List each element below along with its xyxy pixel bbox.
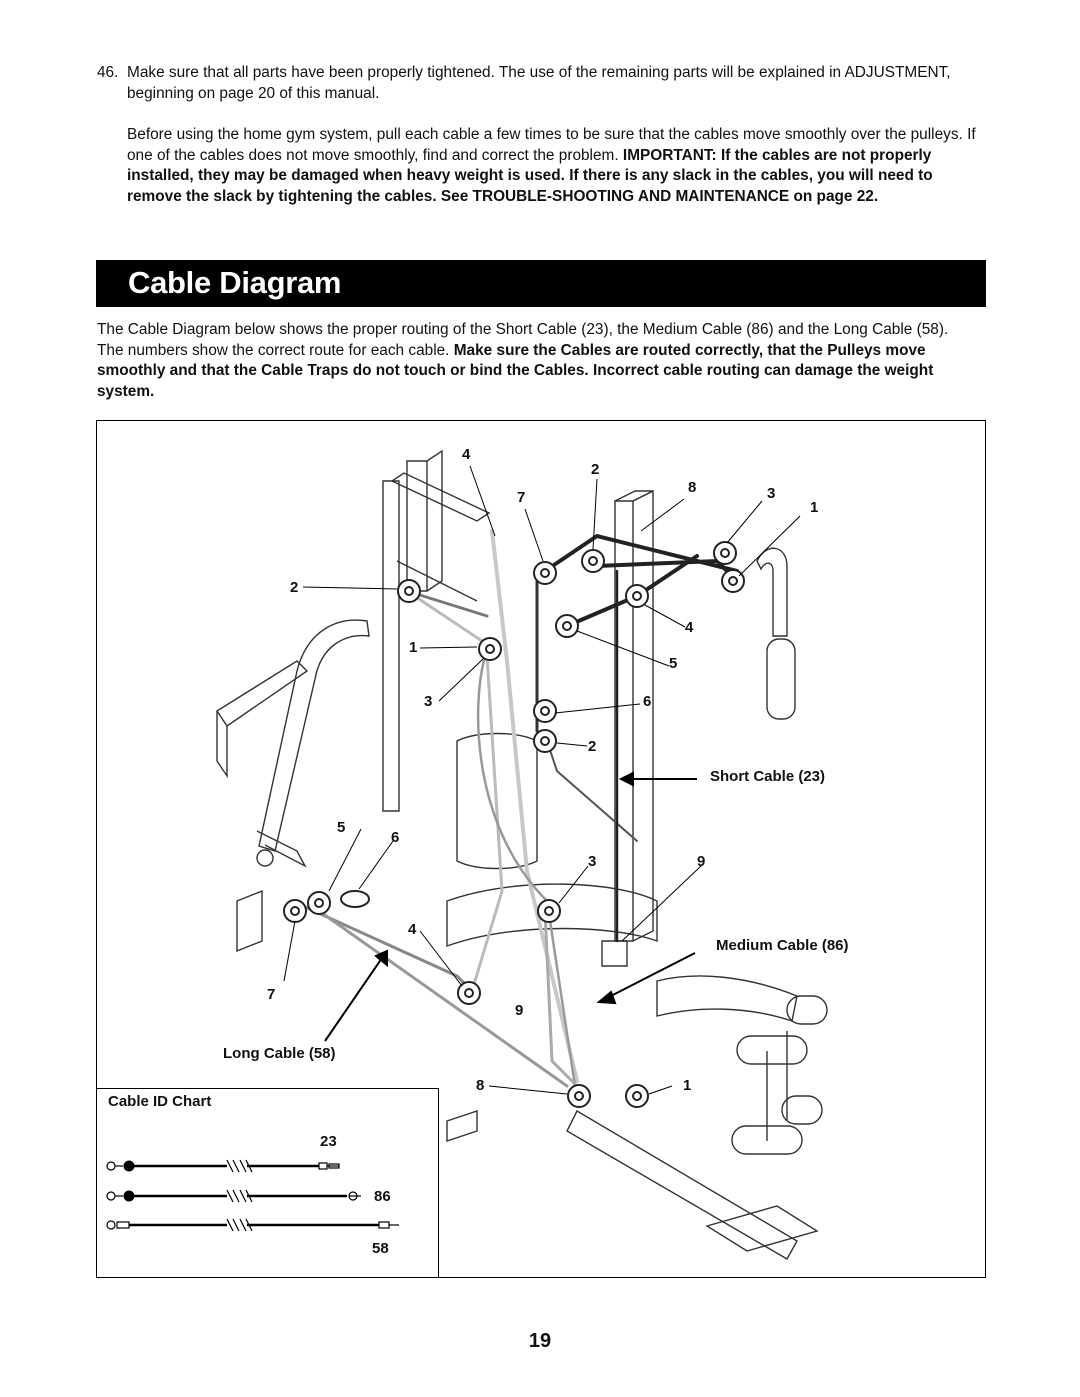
callout-6-right: 6 [643,693,652,710]
step-number: 46. [97,64,119,81]
medium-cable-arrow [607,953,695,998]
section-title: Cable Diagram [128,265,342,300]
press-arm [259,620,369,851]
long-cable-label: Long Cable (58) [223,1045,336,1062]
section-banner [96,260,986,307]
callout-4: 4 [462,446,471,463]
callout-9-short: 9 [697,853,706,870]
cable-check-paragraph [127,125,977,207]
rear-upright-left [383,481,399,811]
callout-2-right: 2 [588,738,597,755]
medium-cable-label: Medium Cable (86) [716,937,849,954]
leg-roller-top [737,1036,807,1064]
callout-1: 1 [810,499,819,516]
cable-86-sample [107,1190,361,1202]
cable-23-sample [107,1160,339,1172]
callout-3: 3 [767,485,776,502]
butterfly-arm [757,548,787,636]
callout-7-left: 7 [267,986,276,1003]
page-number: 19 [528,1330,552,1352]
callout-1-left: 1 [409,639,418,656]
callout-3-short: 3 [588,853,597,870]
base-rail [567,1111,797,1259]
callout-7: 7 [517,489,526,506]
weight-stack-connector [602,941,627,966]
cable-23-number: 23 [320,1133,337,1150]
callout-2-left: 2 [290,579,299,596]
step-text: Make sure that all parts have been properly tightened. The use of the remaining parts will be explained in ADJUSTMENT, beginning on page 20 of this manual. [127,64,951,102]
callout-1-bottom: 1 [683,1077,692,1094]
long-cable-segment [492,531,577,1081]
cable-86-number: 86 [374,1188,391,1205]
callout-2: 2 [591,461,600,478]
cable-58-sample [107,1219,399,1231]
cable-trap-6 [341,891,369,907]
intro-paragraph [97,320,977,402]
cable-check-text: Before using the home gym system, pull each cable a few times to be sure that the cables move smoothly over the pulleys. If one of the cables does not move smoothly, find and correct the problem. [127,126,976,164]
cable-trap-left [237,891,262,951]
cable-id-chart [96,1088,439,1278]
short-cable-label: Short Cable (23) [710,768,826,785]
callout-8-bottom: 8 [476,1077,485,1094]
long-cable-arrow [325,958,382,1041]
cable-58-number: 58 [372,1240,389,1257]
callout-8: 8 [688,479,697,496]
callout-4-left-lower: 4 [408,921,417,938]
callout-3-left: 3 [424,693,433,710]
cable-check-important: IMPORTANT: If the cables are not properly installed, they may be damaged when heavy weight is used. If there is any slack in the cables, you will need to remove the slack by tightening the cables. See TROUBLE-SHOOTING AND MAINTENANCE on page 22. [127,146,933,205]
rear-upright-side [427,451,442,591]
callout-5-left: 5 [337,819,346,836]
step-46 [97,63,977,207]
intro-warning: Make sure the Cables are routed correctly, that the Pulleys move smoothly and that the Cable Traps do not touch or bind the Cables. Incorrect cable routing can damage the weight system. [97,341,934,400]
base-front-stub [447,1111,477,1141]
butterfly-pad [767,639,795,719]
callout-6-left: 6 [391,829,400,846]
leg-developer-seat [657,976,797,1021]
cable-id-chart-title: Cable ID Chart [108,1093,212,1110]
callout-5-right: 5 [669,655,678,672]
callout-4-right: 4 [685,619,694,636]
intro-text: The Cable Diagram below shows the proper routing of the Short Cable (23), the Medium Cable (86) and the Long Cable (58). The numbers show the correct route for each cable. [97,321,949,359]
callout-9-bottom: 9 [515,1002,524,1019]
press-arm-plate [217,661,307,726]
